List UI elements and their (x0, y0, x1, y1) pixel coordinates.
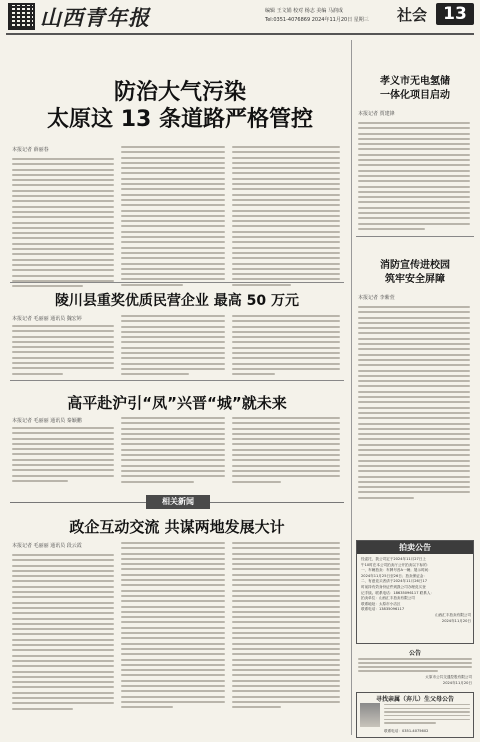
banner-label: 相关新闻 (146, 495, 210, 509)
side1-body (358, 122, 470, 233)
notice-line: 午10时在本公司拍卖厅公开拍卖以下标的： (361, 562, 431, 567)
story2-body-col1 (12, 325, 114, 378)
auction-notice-title: 拍卖公告 (357, 541, 473, 554)
story2-byline: 本报记者 毛丽丽 通讯员 魏宏婷 (12, 316, 82, 322)
story3-byline: 本报记者 毛丽丽 通讯员 秦颖鹏 (12, 418, 82, 424)
side2-body (358, 306, 470, 502)
story3-headline: 高平赴沪引“凤”兴晋“城”就未来 (67, 394, 287, 412)
qr-code-icon (8, 3, 35, 30)
public-notice-body (358, 658, 472, 674)
notice-line: 经委托，我公司定于2024年11月27日上 (361, 557, 427, 561)
story4-headline: 政企互动交流 共谋两地发展大计 (69, 518, 285, 536)
notice-line: 拍卖单位：山西汇丰拍卖有限公司 (361, 596, 415, 601)
side1-headline-line1: 孝义市无电氢储 (380, 76, 450, 87)
side2-byline: 本报记者 李紫萱 (358, 295, 395, 301)
related-news-banner (10, 494, 344, 510)
rule-side1 (356, 236, 474, 237)
story2-body-col2 (121, 315, 225, 379)
story3-body-col2 (121, 417, 225, 486)
main-headline-line2: 太原这 13 条道路严格管控 (47, 107, 313, 132)
story4-byline: 本报记者 毛丽丽 通讯员 段云霞 (12, 543, 82, 549)
public-notice-title: 公告 (408, 650, 421, 657)
rule-after-main (10, 282, 344, 283)
public-notice-signature: 太原市公共交通控股有限公司 (425, 675, 472, 679)
page-number: 13 (443, 4, 467, 24)
notice-line: 2024年11月25日至26日；拍卖保证金： (361, 573, 427, 578)
story3-body-col3 (232, 417, 340, 486)
infant-photo (360, 703, 380, 727)
main-byline: 本报记者 薛丽春 (12, 147, 49, 153)
notice-signature: 山西汇丰拍卖有限公司 (435, 612, 471, 617)
story4-body-col2 (121, 542, 225, 712)
page-number-badge (436, 3, 474, 25)
notice-line: 记手续。联系电话：18635096117 联系人： (361, 590, 435, 595)
column-divider (351, 40, 352, 735)
story4-body-col3 (232, 542, 340, 712)
story2-body-col3 (232, 315, 340, 379)
public-notice (356, 648, 474, 688)
masthead (0, 0, 480, 34)
missing-notice-title: 寻找亲属（弃儿）生父母公告 (375, 696, 454, 703)
notice-line: 联系地址：太原市小店区 (361, 601, 401, 606)
side2-headline-line1: 消防宣传进校园 (380, 260, 450, 271)
masthead-info-line1: 编辑 王文娟 校对 杨志 美编 马润成 (265, 8, 343, 14)
notice-line: 联系电话：13835096117 (361, 607, 405, 612)
notice-date: 2024年11月20日 (441, 618, 471, 623)
missing-relatives-notice (356, 692, 474, 738)
notice-line: 二、有意竞买者请于2024年11月26日17 (361, 579, 427, 584)
notice-line: 一、车辆拍卖：车牌号晋A一辆；展示时间： (361, 568, 432, 573)
missing-notice-phone: 联系电话：0351-4075602 (384, 729, 429, 733)
story2-headline: 陵川县重奖优质民营企业 最高 50 万元 (54, 293, 300, 309)
public-notice-date: 2024年11月20日 (442, 681, 472, 685)
masthead-rule (6, 33, 474, 35)
story4-body-col1 (12, 554, 114, 713)
section-label: 社会 (397, 6, 428, 24)
side2-headline-line2: 筑牢安全屏障 (385, 274, 445, 285)
newspaper-logo: 山西青年报 (40, 5, 150, 30)
auction-notice-text (361, 557, 471, 624)
notice-line: 时前持有效身份证件到我公司办理竞买登 (361, 584, 426, 589)
main-body-col2 (121, 146, 225, 289)
auction-notice (356, 540, 474, 644)
side1-byline: 本报记者 贾建锋 (358, 111, 395, 117)
masthead-info-line2: Tel:0351-4076869 2024年11月20日 星期三 (265, 17, 369, 23)
side1-headline-line2: 一体化项目启动 (380, 90, 450, 101)
missing-notice-body (384, 704, 470, 726)
main-headline-line1: 防治大气污染 (113, 80, 246, 105)
rule-after-story2 (10, 380, 344, 381)
main-body-col3 (232, 146, 340, 289)
main-body-col1 (12, 158, 114, 290)
story3-body-col1 (12, 427, 114, 485)
